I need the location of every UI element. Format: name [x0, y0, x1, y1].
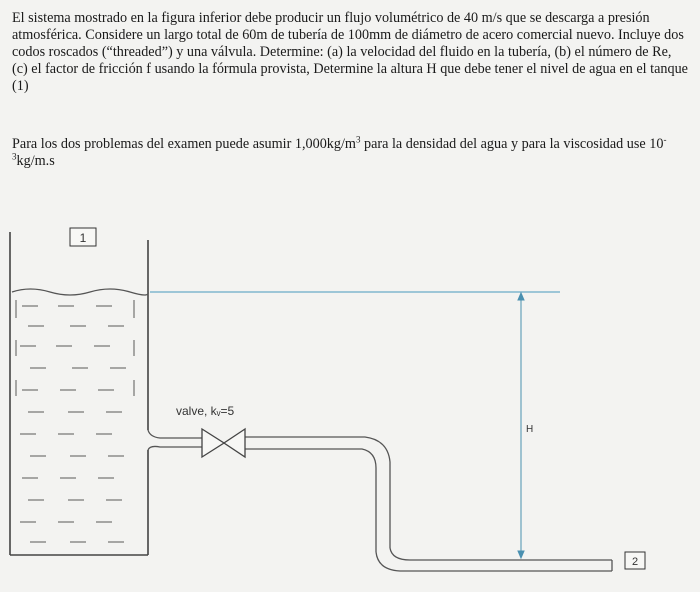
assumptions-text-b: para la densidad del agua y para la viscosidad use 10	[360, 136, 664, 152]
height-arrow	[518, 293, 524, 558]
viscosity-exponent: -3	[12, 134, 667, 162]
outlet-label: 2	[631, 556, 639, 568]
tank-label: 1	[79, 231, 87, 245]
pipe	[148, 430, 612, 571]
density-exponent: 3	[355, 134, 361, 145]
assumptions-text-a: Para los dos problemas del examen puede asumir 1,000kg/m	[12, 136, 356, 152]
valve-icon	[202, 429, 245, 457]
problem-statement: El sistema mostrado en la figura inferior debe producir un flujo volumétrico de 40 m/s que se descarga a presión atmosférica. Considere un largo total de 60m de tubería de 100mm de diámetro de acero comercial nuevo. Incluye dos codos roscados (“threaded”) y una válvula. Determine: (a) la velocidad del fluido en la tubería, (b) el número de Re, (c) el factor de fricción f usando la fórmula provista, Determine la altura H que debe tener el nivel de agua en el tanque (1)	[12, 10, 688, 94]
tank	[10, 232, 148, 555]
assumptions-text-c: kg/m.s	[16, 153, 55, 169]
valve-label: valve, kᵥ=5	[176, 404, 235, 418]
tank-water-surface	[12, 289, 148, 295]
height-label: H	[526, 424, 534, 435]
water-hatching	[16, 300, 134, 542]
